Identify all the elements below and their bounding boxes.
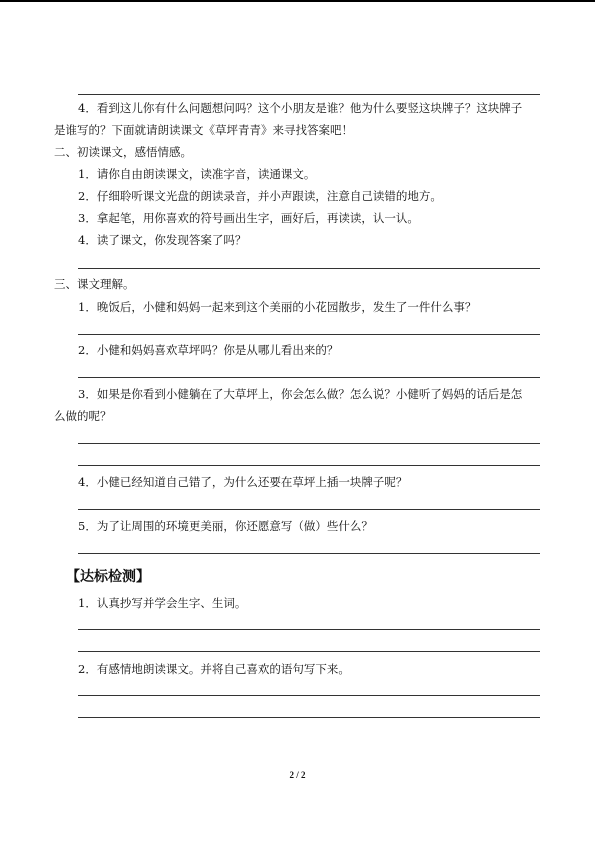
section-3-title: 三、课文理解。 <box>54 277 135 291</box>
answer-line <box>78 465 540 466</box>
answer-line <box>78 695 540 696</box>
section-3-question-1: 1．晚饭后，小健和妈妈一起来到这个美丽的小花园散步，发生了一件什么事？ <box>78 300 477 314</box>
section-2-item-3: 3．拿起笔，用你喜欢的符号画出生字，画好后，再读读，认一认。 <box>78 211 419 225</box>
section-3-question-4: 4．小健已经知道自己错了，为什么还要在草坪上插一块牌子呢？ <box>78 475 408 489</box>
section-3-question-2: 2．小健和妈妈喜欢草坪吗？你是从哪儿看出来的？ <box>78 343 339 357</box>
test-section-title: 【达标检测】 <box>66 569 150 585</box>
answer-line <box>78 509 540 510</box>
answer-line <box>78 553 540 554</box>
test-question-1: 1．认真抄写并学会生字、生词。 <box>78 596 247 610</box>
answer-line <box>78 94 540 95</box>
section-3-question-5: 5．为了让周围的环境更美丽，你还愿意写（做）些什么？ <box>78 519 373 533</box>
section-2-item-4: 4．读了课文，你发现答案了吗？ <box>78 233 247 247</box>
page-number: 2 / 2 <box>289 770 306 780</box>
answer-line <box>78 717 540 718</box>
question-4-line-1: 4．看到这儿你有什么问题想问吗？这个小朋友是谁？他为什么要竖这块牌子？这块牌子 <box>78 101 523 115</box>
section-3-question-3-line-1: 3．如果是你看到小健躺在了大草坪上，你会怎么做？怎么说？小健听了妈妈的话后是怎 <box>78 387 523 401</box>
answer-line <box>78 377 540 378</box>
test-question-2: 2．有感情地朗读课文。并将自己喜欢的语句写下来。 <box>78 662 350 676</box>
answer-line <box>78 334 540 335</box>
section-2-title: 二、初读课文，感悟情感。 <box>54 145 192 159</box>
answer-line <box>78 651 540 652</box>
section-2-item-2: 2．仔细聆听课文光盘的朗读录音，并小声跟读，注意自己读错的地方。 <box>78 189 442 203</box>
question-4-line-2: 是谁写的？下面就请朗读课文《草坪青青》来寻找答案吧！ <box>54 123 353 137</box>
answer-line <box>78 268 540 269</box>
answer-line <box>78 443 540 444</box>
page-top-border <box>0 0 595 2</box>
section-3-question-3-line-2: 么做的呢？ <box>54 409 112 423</box>
answer-line <box>78 629 540 630</box>
section-2-item-1: 1．请你自由朗读课文，读准字音，读通课文。 <box>78 167 316 181</box>
